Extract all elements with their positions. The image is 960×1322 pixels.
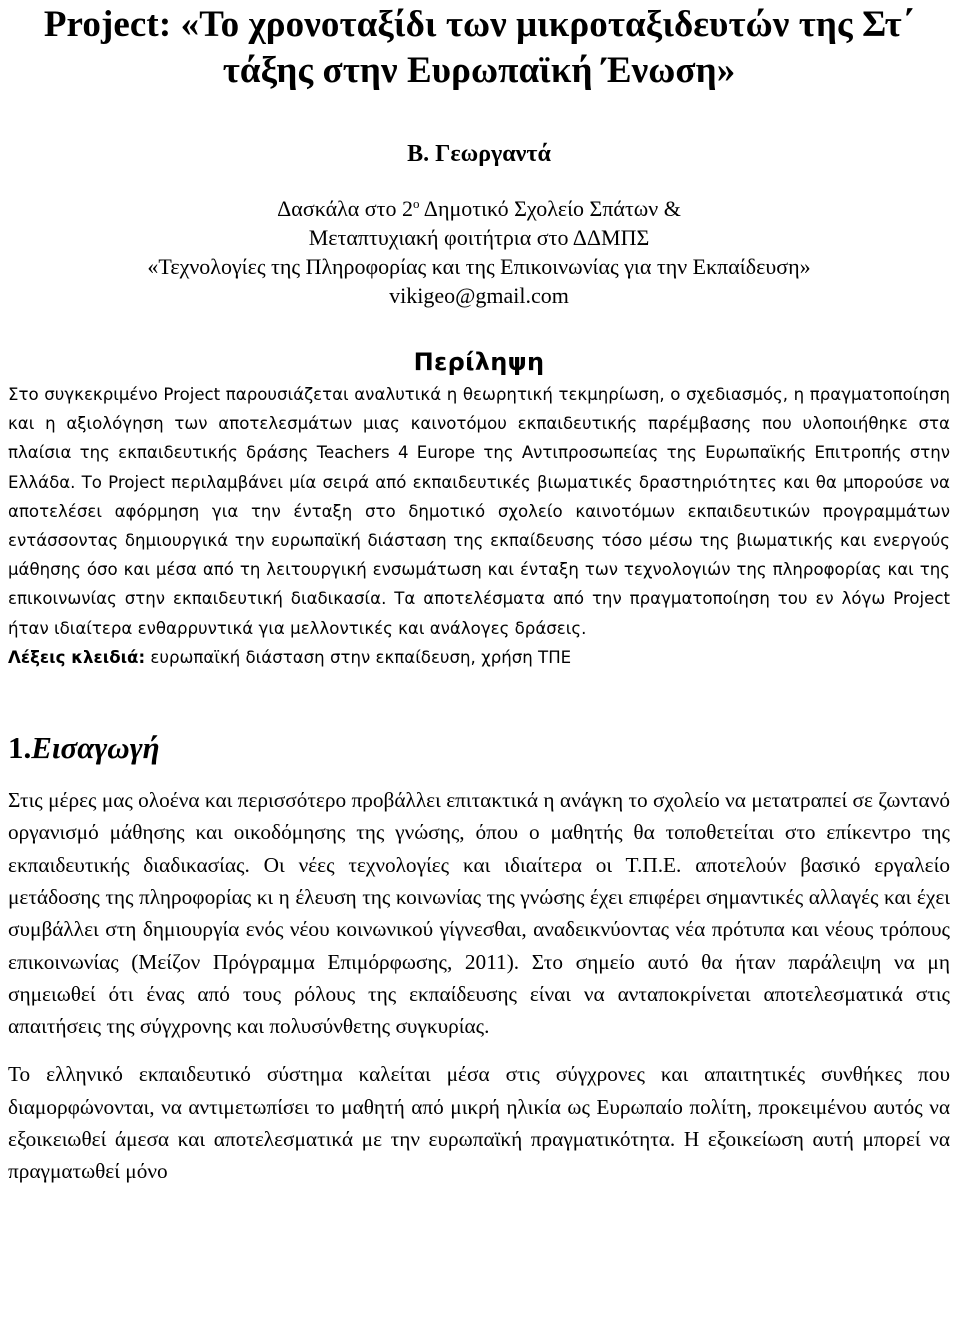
abstract-text: Στο συγκεκριμένο Project παρουσιάζεται αναλυτικά η θεωρητική τεκμηρίωση, ο σχεδιασμός, η πραγματοποίηση και η αξιολόγηση των αποτελεσμάτων μιας καινοτόμου εκπαιδευτικής παρέμβασης που υλοποιήθηκε στα πλαίσια της εκπαιδευτικής δράσης Teachers 4 Europe της Αντιπροσωπείας της Ευρωπαϊκής Επιτροπής στην Ελλάδα. Το Project περιλαμβάνει μία σειρά από εκπαιδευτικές βιωματικές δραστηριότητες και θα μπορούσε να αποτελέσει αφόρμηση για την ένταξη στο δημοτικό σχολείο καινοτόμων εκπαιδευτικών προγραμμάτων εντάσσοντας δημιουργικά την ευρωπαϊκή διάσταση της εκπαίδευσης τόσο μέσω της βιωματικής και ενεργούς μάθησης όσο και μέσα από τη λειτουργική ενσωμάτωση και ένταξη των τεχνολογιών της πληροφορίας και της επικοινωνίας στην εκπαιδευτική διαδικασία. Τα αποτελέσματα από την πραγματοποίηση του εν λόγω Project ήταν ιδιαίτερα ενθαρρυντικά για μελλοντικές και ανάλογες δράσεις. <box>8 385 950 638</box>
keywords-line <box>8 643 950 672</box>
body-paragraph: Το ελληνικό εκπαιδευτικό σύστημα καλείται μέσα στις σύγχρονες και απαιτητικές συνθήκες που διαμορφώνονται, να αντιμετωπίσει το μαθητή από μικρή ηλικία ως Ευρωπαίο πολίτη, προκειμένου αυτός να εξοικειωθεί άμεσα και αποτελεσματικά με την ευρωπαϊκή πραγματικότητα. Η εξοικείωση αυτή μπορεί να πραγματωθεί μόνο <box>8 1062 950 1184</box>
abstract-section <box>8 346 950 672</box>
abstract-heading: Περίληψη <box>413 348 545 376</box>
body-paragraph: Στις μέρες μας ολοένα και περισσότερο προβάλλει επιτακτικά η ανάγκη το σχολείο να μετατραπεί σε ζωντανό οργανισμό μάθησης και οικοδόμησης της γνώσης, όπου ο μαθητής θα τοποθετείται στο επίκεντρο της εκπαιδευτικής διαδικασίας. Οι νέες τεχνολογίες και ιδιαίτερα οι Τ.Π.Ε. αποτελούν βασικό εργαλείο μετάδοσης της πληροφορίας κι η έλευση της κοινωνίας της γνώσης έχει επιφέρει σημαντικές αλλαγές και έχει συμβάλλει στη δημιουργία ενός νέου κοινωνικού γίγνεσθαι, αναδεικνύοντας νέα πρότυπα και νέους τρόπους επικοινωνίας (Μείζον Πρόγραμμα Επιμόρφωσης, 2011). Στο σημείο αυτό θα ήταν παράλειψη να μη σημειωθεί ότι ένας από τους ρόλους της εκπαίδευσης είναι να ανταποκρίνεται αποτελεσματικά στις απαιτήσεις της σύγχρονης και πολυσύνθετης συγκυρίας. <box>8 788 950 1039</box>
keywords-label: Λέξεις κλειδιά: <box>8 647 146 667</box>
author-affiliation-3: «Τεχνολογίες της Πληροφορίας και της Επικοινωνίας για την Εκπαίδευση» <box>147 254 811 279</box>
section-number: 1. <box>8 730 32 766</box>
author-email: vikigeo@gmail.com <box>389 283 569 308</box>
affiliation-1-sup: ο <box>413 196 420 211</box>
keywords-value: ευρωπαϊκή διάσταση στην εκπαίδευση, χρήση ΤΠΕ <box>145 647 572 667</box>
section-name: Εισαγωγή <box>31 730 160 766</box>
section-heading-introduction <box>8 728 950 768</box>
author-block <box>8 138 950 310</box>
affiliation-1-post: Δημοτικό Σχολείο Σπάτων & <box>419 196 681 221</box>
author-affiliation-2: Μεταπτυχιακή φοιτήτρια στο ΔΔΜΠΣ <box>308 225 650 250</box>
affiliation-1-pre: Δασκάλα στο 2 <box>277 196 414 221</box>
author-affiliation-1 <box>8 194 950 223</box>
paper-title: Project: «Το χρονοταξίδι των μικροταξιδευτών της Στ΄ τάξης στην Ευρωπαϊκή Ένωση» <box>43 4 915 91</box>
author-name: Β. Γεωργαντά <box>407 141 551 167</box>
